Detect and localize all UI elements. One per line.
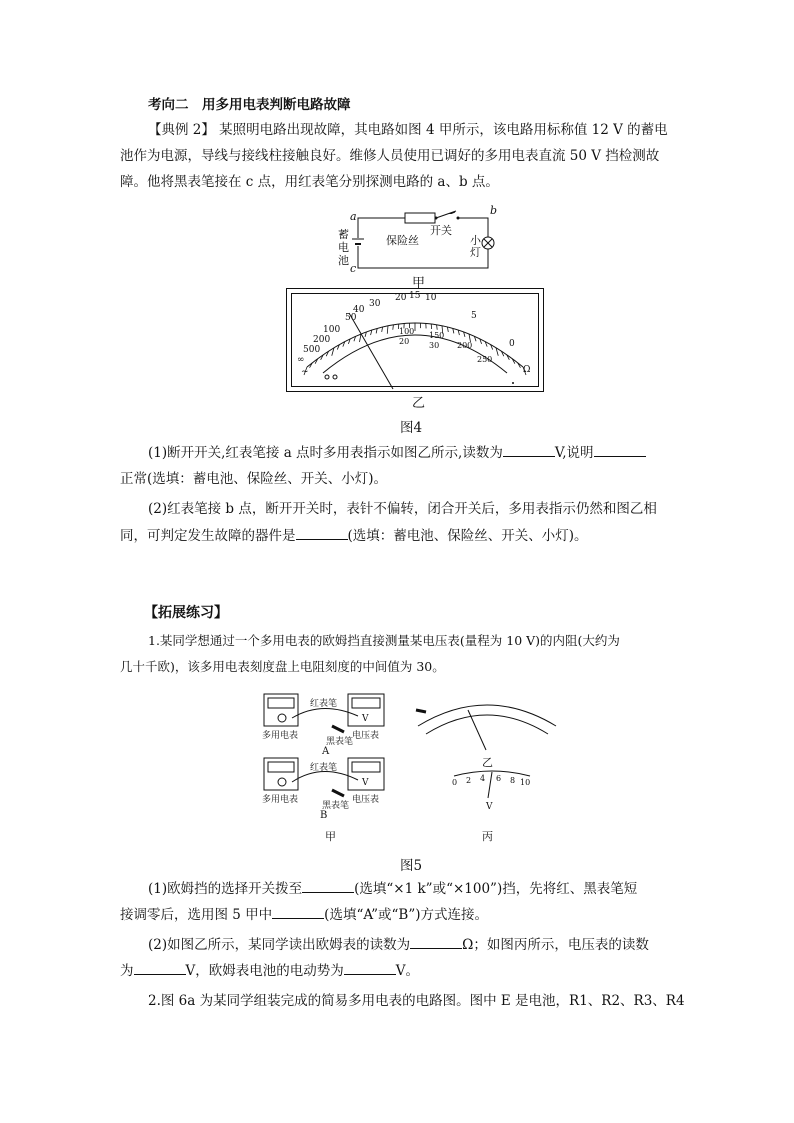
- switch-label: 开关: [430, 224, 452, 237]
- red-probe-label-b: 红表笔: [310, 763, 338, 773]
- dial-label-0: 0: [509, 339, 515, 349]
- multimeter-label-a: 多用电表: [262, 731, 299, 741]
- practice-q2-line: 2.图 6a 为某同学组装完成的简易多用电表的电路图。图中 E 是电池，R1、R2、R3、R4: [148, 993, 685, 1009]
- figure5-caption: 图5: [400, 858, 423, 874]
- voltmeter-label-a: 电压表: [352, 731, 380, 741]
- question-2-post: (选填：蓄电池、保险丝、开关、小灯)。: [347, 528, 588, 544]
- fuse-label: 保险丝: [386, 234, 419, 247]
- dial-dc-150: 150: [429, 331, 445, 340]
- v-label-a: V: [362, 714, 369, 724]
- volt-tick-8: 8: [510, 776, 516, 785]
- dial-dc-250: 250: [477, 355, 493, 364]
- practice-heading: 【拓展练习】: [144, 605, 228, 621]
- practice-q1-sub2-text: (2)如图乙所示，某同学读出欧姆表的读数为: [148, 937, 411, 953]
- question-2-line-2: [120, 527, 676, 545]
- practice-q1-sub1: [148, 880, 704, 898]
- label-A: A: [322, 746, 330, 757]
- black-probe-label-b: 黑表笔: [322, 801, 350, 811]
- point-a: a: [350, 210, 357, 223]
- dial-omega: Ω: [523, 365, 531, 375]
- dial-dc-100: 100: [399, 327, 415, 336]
- volt-tick-6: 6: [496, 774, 502, 783]
- practice-q1-sub2-post: Ω；如图丙所示，电压表的读数: [462, 937, 649, 953]
- dial-label-inf: ∞: [297, 355, 305, 365]
- section-heading: 考向二 用多用电表判断电路故障: [148, 97, 351, 113]
- volt-tick-4: 4: [480, 774, 486, 783]
- voltmeter-label-b: 电压表: [352, 795, 380, 805]
- dial-tick: [447, 327, 448, 332]
- example-line-1: 【典例 2】 某照明电路出现故障，其电路如图 4 甲所示，该电路用标称值 12 V 的蓄电: [148, 122, 668, 138]
- dial-tilde: ~: [301, 367, 309, 377]
- black-probe-label-a: 黑表笔: [326, 737, 354, 747]
- dial-label-5: 5: [471, 311, 477, 321]
- answer-blank-3[interactable]: [296, 527, 348, 540]
- practice-q1-sub1-line2-post: (选填“A”或“B”)方式连接。: [324, 907, 488, 923]
- meter-dial-yi: [286, 288, 544, 392]
- answer-blank-4[interactable]: [302, 880, 354, 893]
- multimeter-label-b: 多用电表: [262, 795, 299, 805]
- point-c: c: [350, 262, 357, 275]
- practice-q1-sub2: [148, 936, 704, 954]
- practice-q1-sub2-line2-mid: V，欧姆表电池的电动势为: [185, 963, 344, 979]
- answer-blank-8[interactable]: [344, 962, 396, 975]
- dial-label-15: 15: [409, 291, 421, 301]
- lamp-label-1: 小: [470, 234, 481, 247]
- battery-label-1: 蓄: [338, 228, 349, 241]
- example-line-3: 障。他将黑表笔接在 c 点，用红表笔分别探测电路的 a、b 点。: [120, 174, 499, 190]
- sub-caption-yi-5: 乙: [482, 756, 493, 769]
- label-B: B: [320, 810, 328, 821]
- practice-q1-sub2-line2-pre: 为: [120, 963, 134, 979]
- figure5-bing-scale: [452, 768, 532, 824]
- practice-q1-sub2-line2-post: V。: [395, 963, 419, 979]
- dial-tick: [437, 325, 438, 330]
- answer-blank-5[interactable]: [272, 906, 324, 919]
- practice-q1-line-1: 1.某同学想通过一个多用电表的欧姆挡直接测量某电压表(量程为 10 V)的内阻(大约为: [148, 633, 620, 648]
- dial-label-10: 10: [425, 293, 437, 303]
- answer-blank-2[interactable]: [594, 444, 646, 457]
- dial-tick: [382, 327, 383, 332]
- dial-mid-30: 30: [429, 341, 440, 350]
- dial-tick: [387, 326, 388, 334]
- figure4-caption: 图4: [400, 420, 423, 436]
- practice-q1-sub1-line2: [120, 906, 676, 924]
- dial-tick: [393, 325, 394, 330]
- question-2-line: (2)红表笔接 b 点，断开开关时，表针不偏转，闭合开关后，多用表指示仍然和图乙相: [148, 501, 657, 517]
- sub-caption-yi: 乙: [412, 396, 426, 411]
- volt-tick-2: 2: [466, 776, 472, 785]
- sub-caption-jia-5: 甲: [325, 830, 336, 843]
- answer-blank-1[interactable]: [503, 444, 555, 457]
- example-line-2: 池作为电源，导线与接线柱接触良好。维修人员使用已调好的多用电表直流 50 V 挡检测故: [120, 148, 660, 164]
- question-1-line: [148, 444, 704, 462]
- dial-label-30: 30: [369, 299, 381, 309]
- dial-label-20: 20: [395, 293, 407, 303]
- question-1-line-2: 正常(选填：蓄电池、保险丝、开关、小灯)。: [120, 471, 388, 487]
- answer-blank-6[interactable]: [410, 936, 462, 949]
- dial-dc-200: 200: [457, 341, 473, 350]
- sub-caption-jia: 甲: [412, 276, 426, 291]
- answer-blank-7[interactable]: [134, 962, 186, 975]
- point-b: b: [490, 204, 498, 217]
- dial-tick: [360, 334, 362, 342]
- question-2-text: 同，可判定发生故障的器件是: [120, 528, 296, 544]
- battery-label-2: 电: [338, 241, 349, 254]
- volt-tick-10: 10: [520, 778, 531, 787]
- question-1-mid: V,说明: [554, 445, 594, 461]
- sub-caption-bing-5: 丙: [482, 830, 493, 843]
- lamp-label-2: 灯: [470, 246, 481, 259]
- practice-q1-sub1-post: (选填“×1 k”或“×100”)挡，先将红、黑表笔短: [354, 881, 638, 897]
- red-probe-label-a: 红表笔: [310, 699, 338, 709]
- dial-label-50: 50: [345, 313, 357, 323]
- practice-q1-line-2: 几十千欧)，该多用电表刻度盘上电阻刻度的中间值为 30。: [120, 659, 445, 674]
- v-label-b: V: [362, 778, 369, 788]
- battery-label-3: 池: [338, 254, 349, 267]
- dial-label-500: 500: [303, 345, 321, 355]
- practice-q1-sub1-line2-text: 接调零后，选用图 5 甲中: [120, 907, 273, 923]
- practice-q1-sub2-line2: [120, 962, 676, 980]
- figure5-jia: [262, 690, 392, 830]
- dial-label-100: 100: [323, 325, 341, 335]
- dial-label-40: 40: [353, 305, 365, 315]
- volt-tick-0: 0: [452, 778, 458, 787]
- dial-mid-20: 20: [399, 337, 410, 346]
- circuit-diagram-jia: [330, 204, 510, 278]
- volt-v-label: V: [486, 802, 493, 812]
- figure5-yi-dial: [412, 690, 562, 760]
- dial-label-200: 200: [313, 335, 331, 345]
- practice-q1-sub1-text: (1)欧姆挡的选择开关拨至: [148, 881, 303, 897]
- question-1-text: (1)断开开关,红表笔接 a 点时多用表指示如图乙所示,读数为: [148, 445, 503, 461]
